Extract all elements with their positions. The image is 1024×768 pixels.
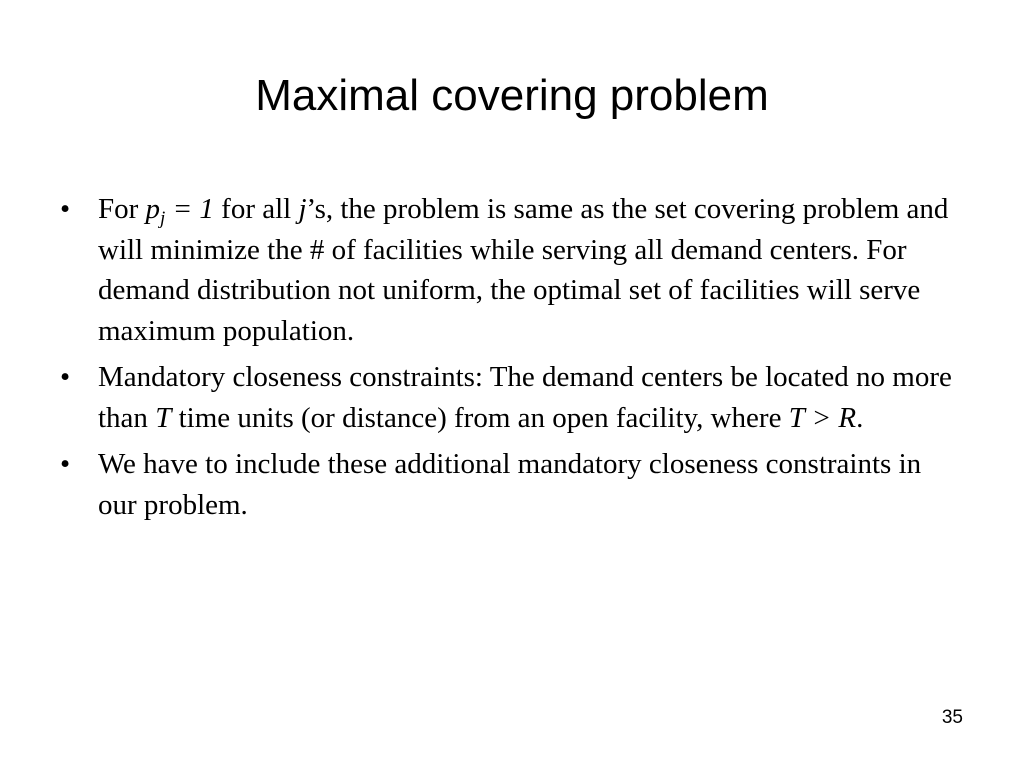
math-subscript-j: j <box>160 208 166 229</box>
bullet-text: for all <box>213 193 299 225</box>
bullet-marker: • <box>60 361 71 393</box>
math-equals-one: = 1 <box>165 193 214 225</box>
math-relation: T > R <box>788 401 857 434</box>
bullet-text: For <box>98 193 146 225</box>
bullet-text: We have to include these additional mandatory closeness constraints in our problem. <box>98 448 922 521</box>
math-T: T <box>155 401 172 434</box>
bullet-text: Mandatory closeness constraints: The demand centers be located no more than <box>98 361 952 434</box>
bullet-marker: • <box>60 193 71 225</box>
slide-title: Maximal covering problem <box>255 71 769 120</box>
bullet-item-include-constraints <box>56 444 956 525</box>
math-p: p <box>145 193 161 225</box>
bullet-marker: • <box>60 448 71 480</box>
math-j: j <box>298 193 307 225</box>
page-number: 35 <box>941 707 963 728</box>
bullet-text: time units (or distance) from an open facility, where <box>171 401 789 434</box>
bullet-list <box>56 189 956 531</box>
bullet-text: ’s, the problem is same as the set covering problem and will minimize the # of facilities while serving all demand centers. For demand distribution not uniform, the optimal set of facilities will serve maximum population. <box>98 193 949 347</box>
bullet-item-uniform-demand <box>56 189 956 351</box>
bullet-item-mandatory-closeness <box>56 357 956 438</box>
bullet-text: . <box>856 401 864 434</box>
